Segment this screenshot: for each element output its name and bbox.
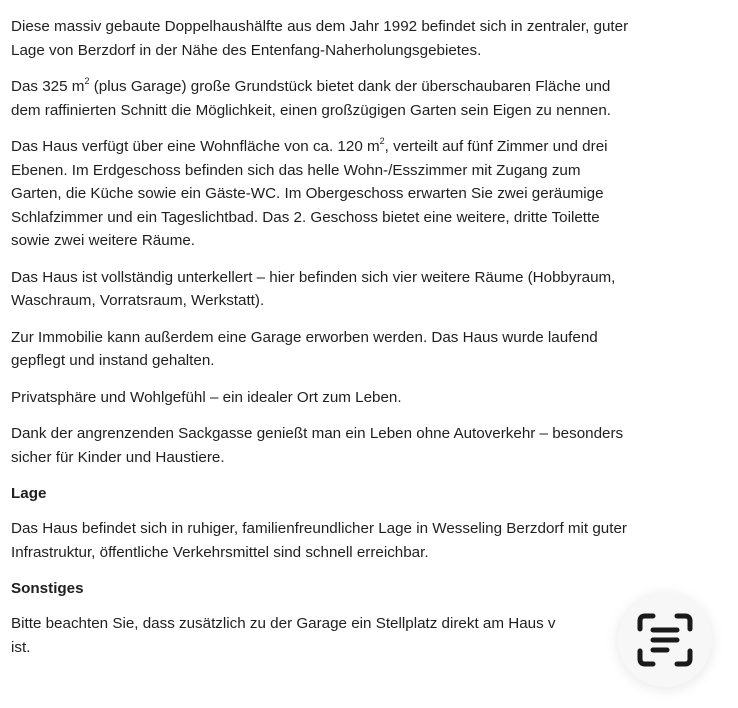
paragraph-wohnflaeche	[11, 135, 731, 253]
paragraph-sackgasse	[11, 422, 731, 469]
paragraph-garage	[11, 326, 731, 373]
superscript: 2	[84, 75, 90, 86]
text-segment: Das 325 m	[11, 78, 85, 95]
text-line: Waschraum, Vorratsraum, Werkstatt).	[11, 292, 265, 309]
text-line: Zur Immobilie kann außerdem eine Garage erworben werden. Das Haus wurde laufend	[11, 328, 598, 346]
text-line: Infrastruktur, öffentliche Verkehrsmittel sind schnell erreichbar.	[11, 543, 429, 561]
heading-lage: Lage	[11, 485, 47, 502]
text-line	[11, 135, 731, 159]
superscript: 2	[379, 135, 385, 146]
paragraph-intro	[11, 15, 731, 62]
text-line: Lage von Berzdorf in der Nähe des Entenfang-Naherholungsgebietes.	[11, 41, 482, 59]
text-line: Diese massiv gebaute Doppelhaushälfte aus dem Jahr 1992 befindet sich in zentraler, guter	[11, 18, 629, 35]
paragraph-privatsphaere	[11, 386, 731, 410]
text-line: dem raffinierten Schnitt die Möglichkeit, einen großzügigen Garten sein Eigen zu nennen.	[11, 101, 611, 119]
text-line: Das Haus ist vollständig unterkellert – hier befinden sich vier weitere Räume (Hobbyraum,	[11, 268, 616, 286]
text-line: Das Haus befindet sich in ruhiger, familienfreundlicher Lage in Wesseling Berzdorf mit guter	[11, 520, 627, 537]
text-line: Schlafzimmer und ein Tageslichtbad. Das 2. Geschoss bietet eine weitere, dritte Toilette	[11, 208, 600, 226]
text-line: Garten, die Küche sowie ein Gäste-WC. Im Obergeschoss erwarten Sie zwei geräumige	[11, 185, 604, 202]
text-segment: (plus Garage) große Grundstück bietet dank der überschaubaren Fläche und	[89, 78, 611, 95]
text-segment: , verteilt auf fünf Zimmer und drei	[384, 138, 608, 155]
heading-sonstiges: Sonstiges	[11, 580, 84, 597]
text-segment: Das Haus verfügt über eine Wohnfläche von ca. 120 m	[11, 138, 380, 155]
text-line: gepflegt und instand gehalten.	[11, 352, 215, 369]
paragraph-grundstueck	[11, 75, 731, 122]
live-text-icon	[637, 613, 693, 667]
live-text-button[interactable]	[618, 593, 712, 687]
paragraph-lage	[11, 517, 731, 564]
text-line: Ebenen. Im Erdgeschoss befinden sich das helle Wohn-/Esszimmer mit Zugang zum	[11, 161, 581, 179]
text-line: Bitte beachten Sie, dass zusätzlich zu der Garage ein Stellplatz direkt am Haus v	[11, 615, 556, 632]
text-line: sicher für Kinder und Haustiere.	[11, 448, 225, 466]
document-body	[11, 15, 731, 672]
text-line: sowie zwei weitere Räume.	[11, 232, 196, 249]
paragraph-keller	[11, 266, 731, 313]
text-line: ist.	[11, 638, 31, 656]
text-line	[11, 75, 731, 99]
text-line: Dank der angrenzenden Sackgasse genießt man ein Leben ohne Autoverkehr – besonders	[11, 425, 624, 442]
text-line: Privatsphäre und Wohlgefühl – ein idealer Ort zum Leben.	[11, 388, 402, 406]
